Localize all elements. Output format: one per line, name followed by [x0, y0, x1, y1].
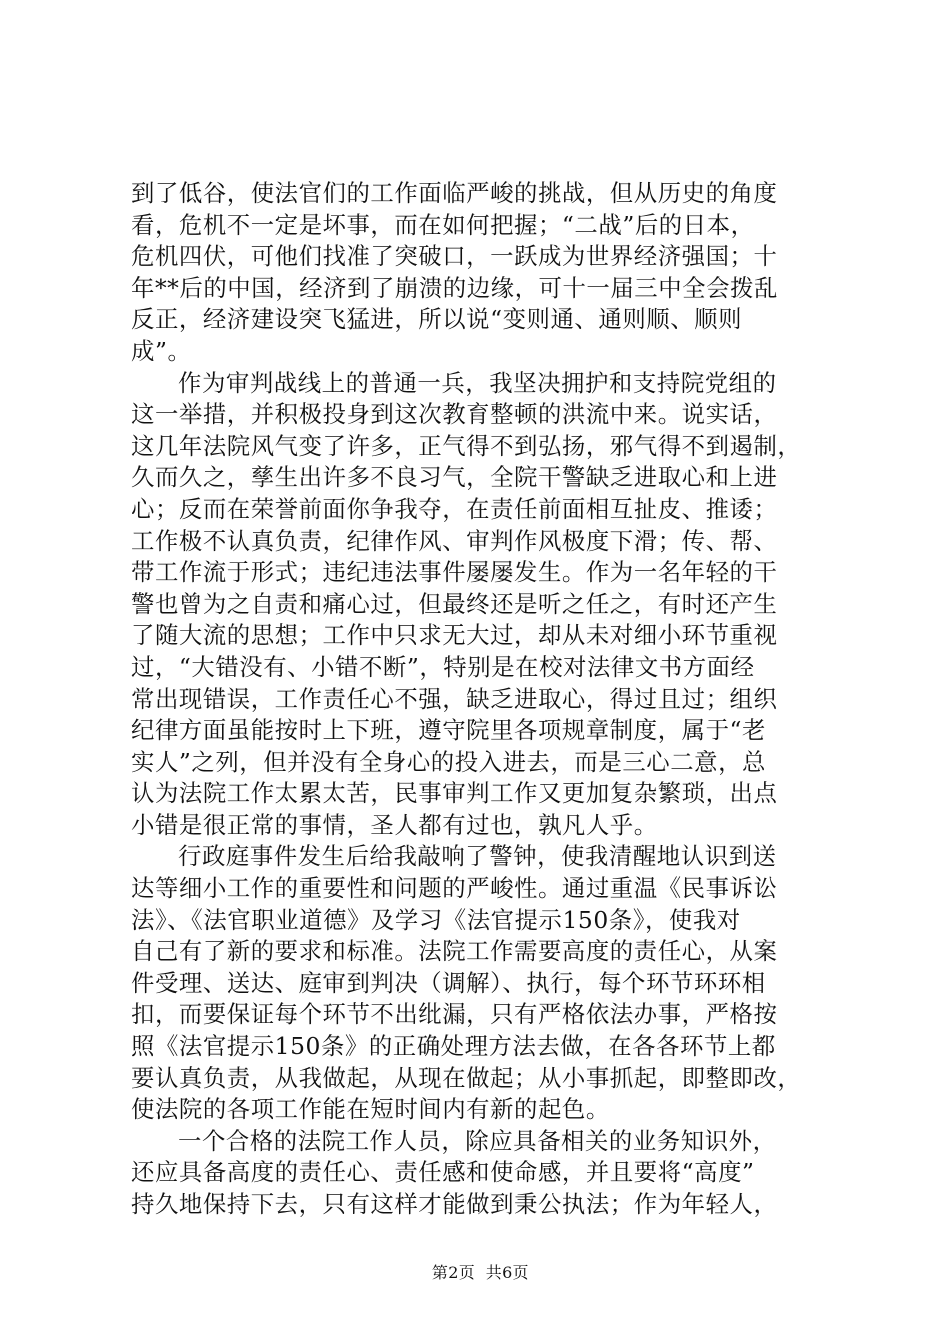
text-line: 实人”之列，但并没有全身心的投入进去，而是三心二意，总 [131, 747, 766, 776]
text-line: 工作极不认真负责，纪律作风、审判作风极度下滑；传、帮、 [131, 526, 778, 555]
text-line: 过，“大错没有、小错不断”，特别是在校对法律文书方面经 [131, 652, 755, 681]
text-line: 还应具备高度的责任心、责任感和使命感，并且要将“高度” [131, 1158, 755, 1187]
text-line: 纪律方面虽能按时上下班，遵守院里各项规章制度，属于“老 [131, 716, 766, 745]
page-footer [0, 1241, 950, 1283]
text-line: 反正，经济建设突飞猛进，所以说“变则通、通则顺、顺则 [131, 305, 743, 334]
text-line: 成”。 [131, 336, 192, 365]
text-line: 小错是很正常的事情，圣人都有过也，孰凡人乎。 [131, 810, 658, 839]
text-line: 危机四伏，可他们找准了突破口，一跃成为世界经济强国；十 [131, 242, 778, 271]
text-line: 达等细小工作的重要性和问题的严峻性。通过重温《民事诉讼 [131, 874, 778, 903]
text-line: 持久地保持下去，只有这样才能做到秉公执法；作为年轻人， [131, 1190, 778, 1218]
paragraph [131, 1126, 849, 1221]
text-line: 作为审判战线上的普通一兵，我坚决拥护和支持院党组的 [178, 368, 777, 397]
page-number-label: 第2页 共6页 [431, 1263, 529, 1282]
text-line: 法》、《法官职业道德》及学习《法官提示150条》，使我对 [131, 905, 741, 934]
text-line: 要认真负责，从我做起，从现在做起；从小事抓起，即整即改， [131, 1063, 802, 1092]
text-line: 了随大流的思想；工作中只求无大过，却从未对细小环节重视 [131, 621, 778, 650]
paragraph [131, 368, 849, 842]
text-line: 常出现错误，工作责任心不强，缺乏进取心，得过且过；组织 [131, 684, 778, 713]
text-line: 心；反而在荣誉前面你争我夺，在责任前面相互扯皮、推诿； [131, 494, 778, 523]
text-line: 警也曾为之自责和痛心过，但最终还是听之任之，有时还产生 [131, 589, 778, 618]
paragraph [131, 178, 849, 368]
text-line: 久而久之，孳生出许多不良习气，全院干警缺乏进取心和上进 [131, 463, 778, 492]
paragraph-list [131, 178, 849, 1221]
text-line: 照《法官提示150条》的正确处理方法去做，在各各环节上都 [131, 1032, 776, 1061]
text-line: 认为法院工作太累太苦，民事审判工作又更加复杂繁琐，出点 [131, 779, 778, 808]
text-line: 这几年法院风气变了许多，正气得不到弘扬，邪气得不到遏制， [131, 431, 802, 460]
text-line: 一个合格的法院工作人员，除应具备相关的业务知识外， [178, 1126, 777, 1155]
text-line: 到了低谷，使法官们的工作面临严峻的挑战，但从历史的角度 [131, 179, 778, 207]
text-line: 扣，而要保证每个环节不出纰漏，只有严格依法办事，严格按 [131, 1000, 778, 1029]
text-line: 带工作流于形式；违纪违法事件屡屡发生。作为一名年轻的干 [131, 558, 778, 587]
text-line: 看，危机不一定是坏事，而在如何把握；“二战”后的日本， [131, 210, 755, 239]
text-line: 年**后的中国，经济到了崩溃的边缘，可十一届三中全会拨乱 [131, 273, 778, 302]
text-line: 自己有了新的要求和标准。法院工作需要高度的责任心，从案 [131, 937, 778, 966]
document-body [131, 178, 849, 1221]
text-line: 行政庭事件发生后给我敲响了警钟，使我清醒地认识到送 [178, 842, 777, 871]
paragraph [131, 841, 849, 1125]
text-line: 这一举措，并积极投身到这次教育整顿的洪流中来。说实话， [131, 400, 778, 429]
text-line: 使法院的各项工作能在短时间内有新的起色。 [131, 1095, 610, 1124]
text-line: 件受理、送达、庭审到判决（调解）、执行，每个环节环环相 [131, 968, 766, 997]
